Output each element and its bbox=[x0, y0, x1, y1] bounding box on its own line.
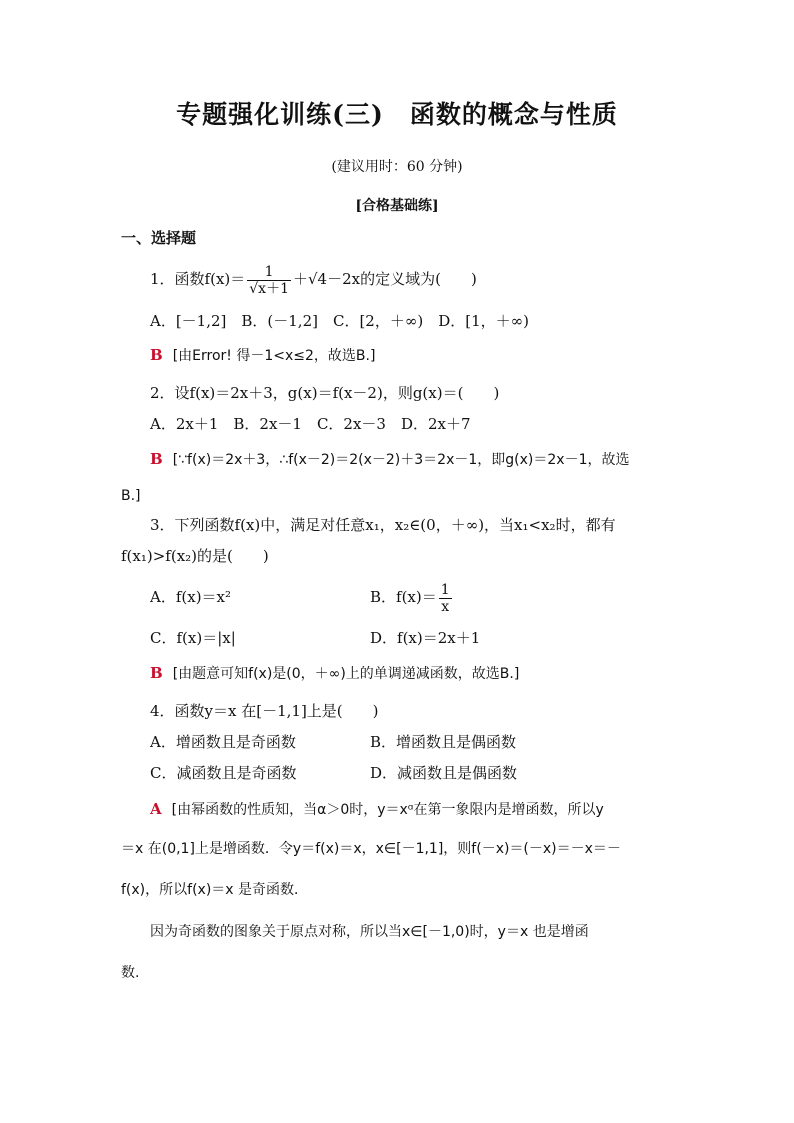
question-2-solution bbox=[150, 449, 629, 470]
question-4-option-b: B．增函数且是偶函数 bbox=[370, 733, 517, 751]
question-1-stem-start: 1．函数f(x)＝ bbox=[150, 270, 246, 288]
question-1-answer: B bbox=[150, 346, 163, 364]
question-1-fraction bbox=[247, 264, 291, 297]
question-4-option-d: D．减函数且是偶函数 bbox=[370, 764, 518, 782]
question-3-option-b bbox=[370, 578, 454, 616]
suggested-time: (建议用时：60 分钟) bbox=[331, 159, 463, 175]
question-1-stem-end: ＋√4－2x的定义域为( ) bbox=[293, 270, 477, 288]
question-3-option-a: A．f(x)＝x² bbox=[150, 588, 232, 606]
fraction-numerator: 1 bbox=[440, 581, 450, 598]
question-2-options: A．2x＋1 B．2x－1 C．2x－3 D．2x＋7 bbox=[150, 415, 471, 433]
question-1-stem bbox=[150, 260, 477, 298]
question-2-explanation: [∵f(x)＝2x＋3，∴f(x－2)＝2(x－2)＋3＝2x－1，即g(x)＝2x－1，故选 bbox=[172, 452, 630, 468]
question-1-options: A．[－1,2] B．(－1,2] C．[2，＋∞) D．[1，＋∞) bbox=[150, 312, 529, 330]
option-b-prefix: B．f(x)＝ bbox=[370, 588, 437, 606]
fraction-denominator: x bbox=[439, 598, 452, 615]
question-4-option-c: C．减函数且是奇函数 bbox=[150, 764, 297, 782]
question-3-solution bbox=[150, 663, 519, 684]
question-2-explanation-cont: B.] bbox=[121, 488, 141, 504]
question-4-solution bbox=[150, 799, 604, 820]
question-3-option-d: D．f(x)＝2x＋1 bbox=[370, 629, 481, 647]
question-1-explanation: [由Error! 得－1<x≤2，故选B.] bbox=[172, 348, 376, 364]
question-3-stem: 3．下列函数f(x)中，满足对任意x₁，x₂∈(0，＋∞)，当x₁<x₂时，都有 bbox=[150, 516, 616, 534]
question-4-explanation-line-4: 因为奇函数的图象关于原点对称，所以当x∈[－1,0)时，y＝x 也是增函 bbox=[150, 924, 589, 940]
question-2-stem: 2．设f(x)＝2x＋3，g(x)＝f(x－2)，则g(x)＝( ) bbox=[150, 384, 500, 402]
question-4-answer: A bbox=[150, 800, 162, 818]
question-3-option-c: C．f(x)＝|x| bbox=[150, 629, 236, 647]
question-1-solution bbox=[150, 345, 375, 366]
question-4-explanation-line-5: 数. bbox=[121, 965, 140, 981]
section-label: [合格基础练] bbox=[355, 198, 439, 214]
page-title: 专题强化训练(三) 函数的概念与性质 bbox=[176, 100, 618, 129]
question-4-option-a: A．增函数且是奇函数 bbox=[150, 733, 296, 751]
part-heading: 一、选择题 bbox=[121, 229, 197, 247]
question-3-answer: B bbox=[150, 664, 163, 682]
question-3-stem-cont: f(x₁)>f(x₂)的是( ) bbox=[121, 547, 269, 565]
option-b-fraction bbox=[439, 582, 452, 615]
question-3-explanation: [由题意可知f(x)是(0，＋∞)上的单调递减函数，故选B.] bbox=[172, 666, 520, 682]
question-4-stem: 4．函数y＝x 在[－1,1]上是( ) bbox=[150, 702, 379, 720]
question-4-explanation-line-2: ＝x 在(0,1]上是增函数．令y＝f(x)＝x，x∈[－1,1]，则f(－x)＝(－x)＝－x＝－ bbox=[121, 841, 621, 857]
question-4-explanation-line-3: f(x)，所以f(x)＝x 是奇函数． bbox=[121, 882, 309, 898]
fraction-denominator: √x＋1 bbox=[249, 280, 289, 297]
question-4-explanation: [由幂函数的性质知，当α＞0时，y＝xᵅ在第一象限内是增函数，所以y bbox=[171, 802, 604, 818]
question-2-answer: B bbox=[150, 450, 163, 468]
fraction-numerator: 1 bbox=[264, 263, 274, 280]
